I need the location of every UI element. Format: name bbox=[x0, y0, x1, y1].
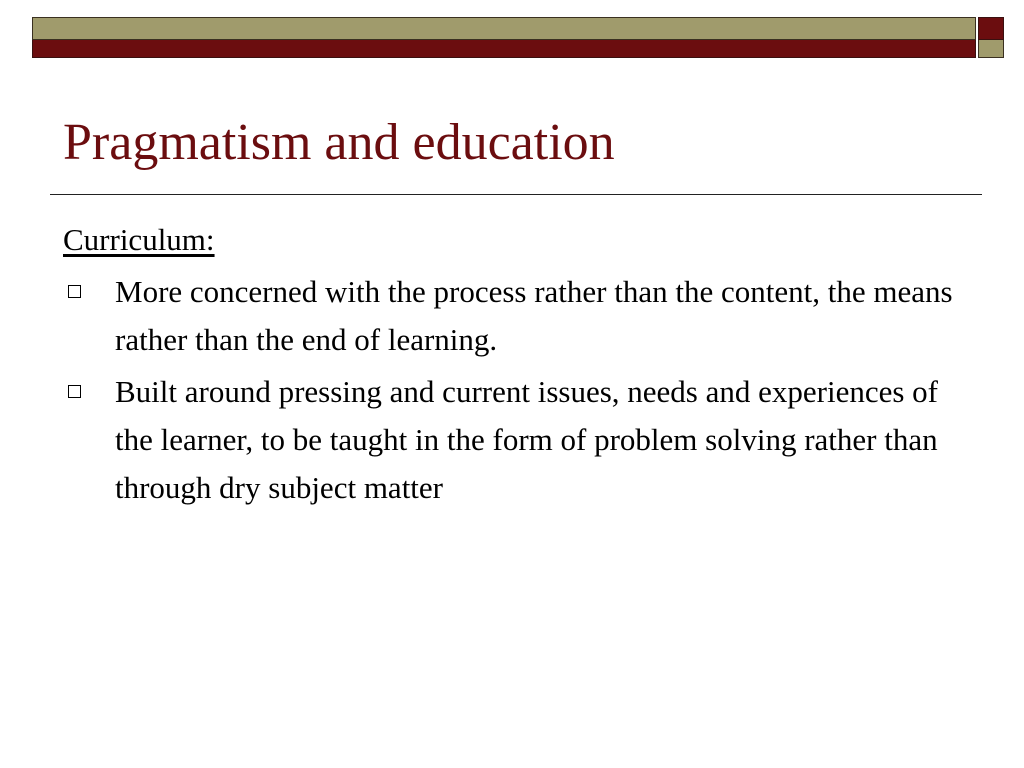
bullet-item bbox=[63, 368, 973, 512]
title-divider bbox=[50, 194, 982, 195]
header-bar-olive bbox=[32, 17, 976, 40]
bullet-text: Built around pressing and current issues, needs and experiences of the learner, to be taught in the form of problem solving rather than through dry subject matter bbox=[115, 374, 938, 505]
hollow-square-bullet-icon bbox=[68, 385, 81, 398]
bullet-item bbox=[63, 268, 973, 364]
bullet-text: More concerned with the process rather than the content, the means rather than the end of learning. bbox=[115, 274, 953, 357]
slide-title: Pragmatism and education bbox=[63, 114, 615, 171]
header-square-olive bbox=[978, 40, 1004, 58]
header-bar-maroon bbox=[32, 40, 976, 58]
section-heading: Curriculum: bbox=[63, 222, 215, 257]
hollow-square-bullet-icon bbox=[68, 285, 81, 298]
header-square-maroon bbox=[978, 17, 1004, 40]
slide-body bbox=[63, 216, 973, 516]
